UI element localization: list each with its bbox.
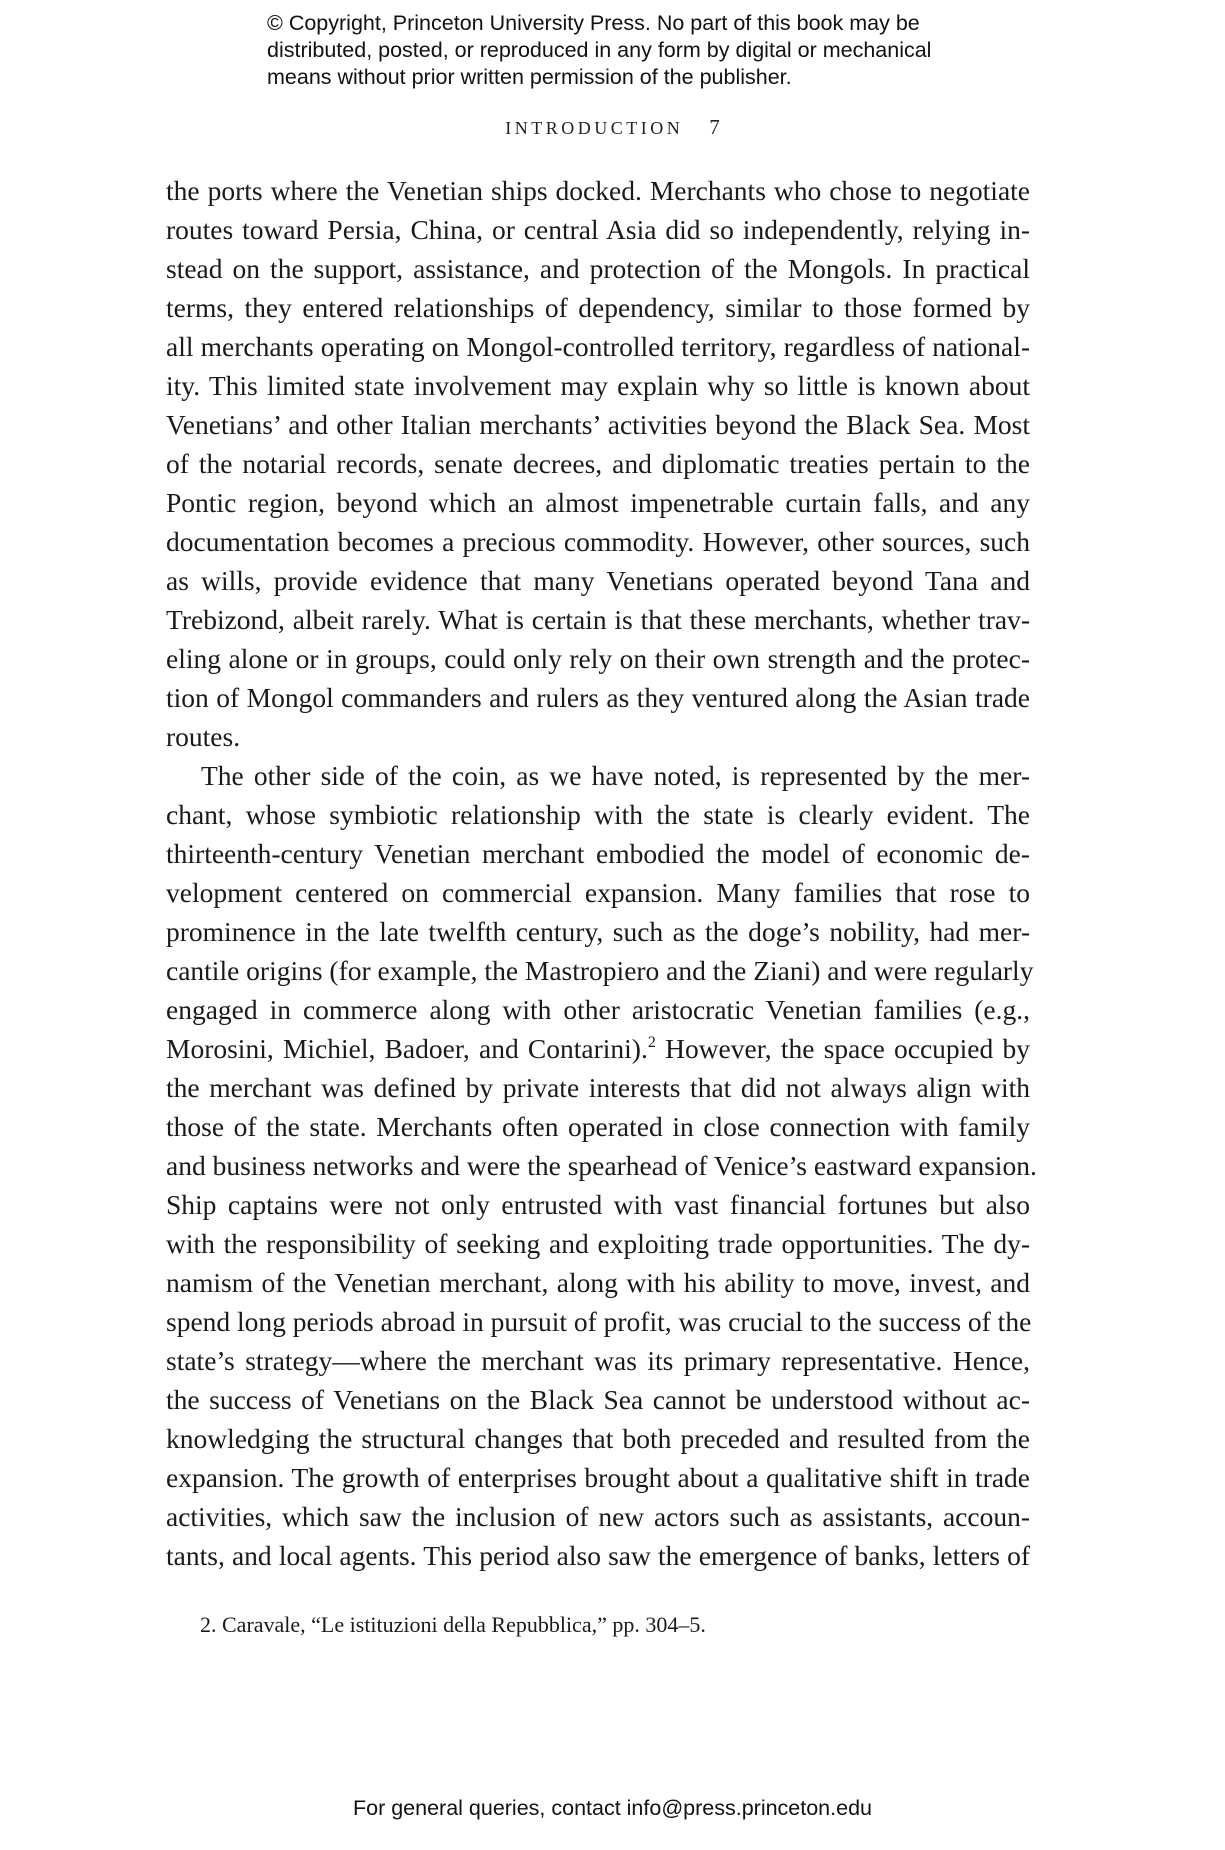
text-line: state’s strategy—where the merchant was its primary representative. Hence,: [166, 1345, 1030, 1376]
text-line: stead on the support, assistance, and protection of the Mongols. In practical: [166, 253, 1030, 284]
text-before-ref: Morosini, Michiel, Badoer, and Contarini).: [166, 1033, 648, 1064]
text-line: the success of Venetians on the Black Sea cannot be understood without ac-: [166, 1384, 1030, 1415]
text-line: chant, whose symbiotic relationship with the state is clearly evident. The: [166, 799, 1030, 830]
text-line: of the notarial records, senate decrees, and diplomatic treaties pertain to the: [166, 448, 1030, 479]
body-text: [166, 171, 1037, 1575]
copyright-line: means without prior written permission of the publisher.: [267, 65, 792, 89]
running-title: INTRODUCTION: [505, 118, 684, 138]
text-line: all merchants operating on Mongol-controlled territory, regardless of national-: [166, 331, 1030, 362]
text-line: routes toward Persia, China, or central Asia did so independently, relying in-: [166, 214, 1030, 245]
text-line-with-footnote-ref: [166, 1029, 1030, 1068]
paragraph-1: [166, 171, 1030, 756]
text-line: the ports where the Venetian ships docked. Merchants who chose to negotiate: [166, 175, 1030, 206]
text-line: Trebizond, albeit rarely. What is certain is that these merchants, whether trav-: [166, 604, 1030, 635]
text-line: spend long periods abroad in pursuit of profit, was crucial to the success of the: [166, 1306, 1032, 1337]
text-line: ity. This limited state involvement may explain why so little is known about: [166, 370, 1030, 401]
text-after-ref: However, the space occupied by: [655, 1033, 1030, 1064]
text-line: expansion. The growth of enterprises brought about a qualitative shift in trade: [166, 1462, 1030, 1493]
text-line: eling alone or in groups, could only rely on their own strength and the protec-: [166, 643, 1030, 674]
footer-contact: For general queries, contact info@press.princeton.edu: [352, 1796, 872, 1820]
text-line: routes.: [166, 721, 241, 752]
text-line: those of the state. Merchants often operated in close connection with family: [166, 1111, 1030, 1142]
copyright-line: distributed, posted, or reproduced in any form by digital or mechanical: [267, 38, 932, 62]
text-line: Ship captains were not only entrusted with vast financial fortunes but also: [166, 1189, 1030, 1220]
text-line: documentation becomes a precious commodity. However, other sources, such: [166, 526, 1030, 557]
text-line: velopment centered on commercial expansion. Many families that rose to: [166, 877, 1030, 908]
text-line: Venetians’ and other Italian merchants’ activities beyond the Black Sea. Most: [166, 409, 1030, 440]
text-line: as wills, provide evidence that many Venetians operated beyond Tana and: [166, 565, 1030, 596]
text-line: terms, they entered relationships of dependency, similar to those formed by: [166, 292, 1030, 323]
text-line: prominence in the late twelfth century, such as the doge’s nobility, had mer-: [166, 916, 1030, 947]
copyright-line: © Copyright, Princeton University Press. No part of this book may be: [267, 11, 920, 35]
text-line: thirteenth-century Venetian merchant embodied the model of economic de-: [166, 838, 1030, 869]
text-line: The other side of the coin, as we have noted, is represented by the mer-: [201, 760, 1030, 791]
text-line: namism of the Venetian merchant, along with his ability to move, invest, and: [166, 1267, 1030, 1298]
page-number: 7: [709, 115, 720, 139]
text-line: knowledging the structural changes that both preceded and resulted from the: [166, 1423, 1030, 1454]
text-line: engaged in commerce along with other aristocratic Venetian families (e.g.,: [166, 994, 1030, 1025]
text-line: activities, which saw the inclusion of new actors such as assistants, accoun-: [166, 1501, 1030, 1532]
paragraph-2: [166, 756, 1037, 1575]
running-head: [0, 115, 1225, 140]
text-line: Pontic region, beyond which an almost impenetrable curtain falls, and any: [166, 487, 1030, 518]
footnote-reference[interactable]: 2: [647, 1034, 656, 1051]
text-line: cantile origins (for example, the Mastropiero and the Ziani) and were regularly: [166, 955, 1034, 986]
text-line: tants, and local agents. This period also saw the emergence of banks, letters of: [166, 1540, 1030, 1571]
text-line: tion of Mongol commanders and rulers as they ventured along the Asian trade: [166, 682, 1030, 713]
text-line: and business networks and were the spearhead of Venice’s eastward expansion.: [166, 1150, 1037, 1181]
text-line: the merchant was defined by private interests that did not always align with: [166, 1072, 1030, 1103]
footnote: 2. Caravale, “Le istituzioni della Repubblica,” pp. 304–5.: [200, 1612, 706, 1637]
copyright-notice: [267, 10, 1027, 91]
text-line: with the responsibility of seeking and exploiting trade opportunities. The dy-: [166, 1228, 1030, 1259]
